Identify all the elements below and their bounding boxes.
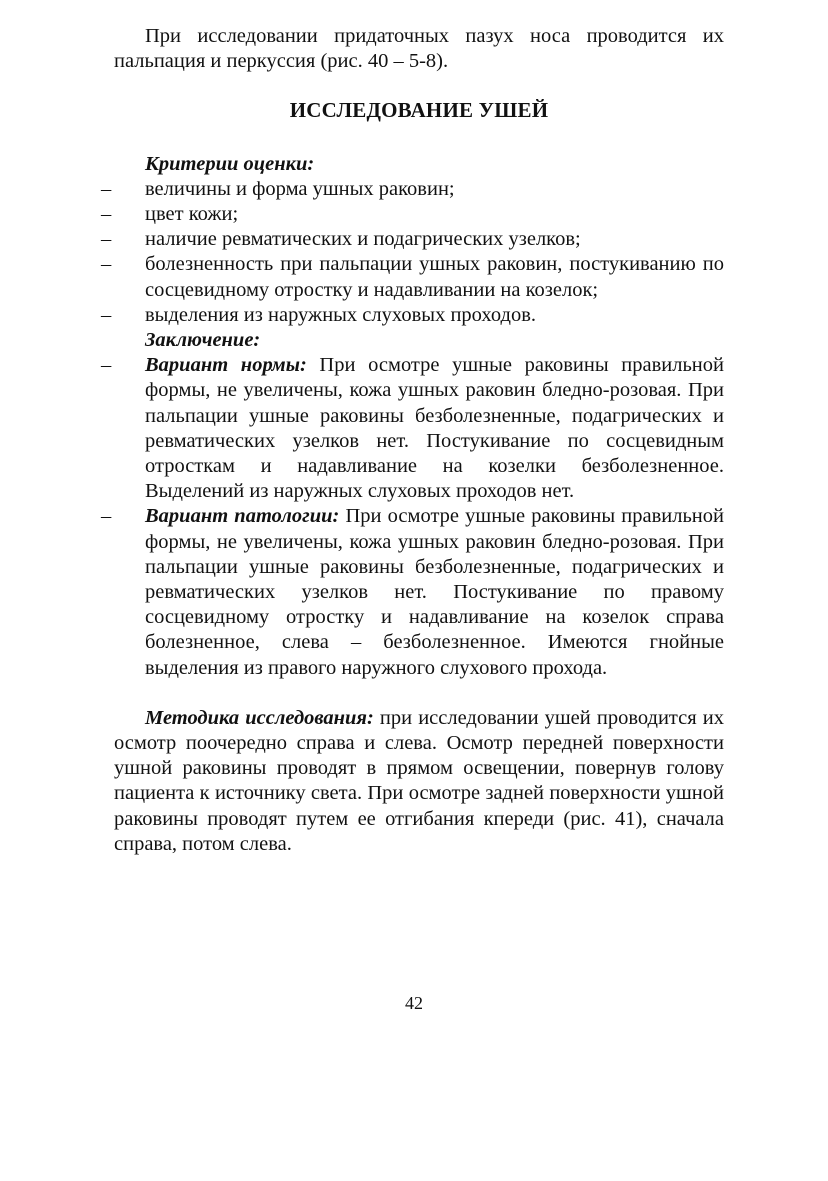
intro-paragraph: При исследовании придаточных пазух носа проводится их пальпация и перкуссия (рис. 40 – 5-8). [114, 25, 724, 73]
section-title: ИССЛЕДОВАНИЕ УШЕЙ [289, 98, 549, 123]
method-paragraph [114, 706, 724, 857]
page-body [114, 24, 724, 857]
criteria-item: – величины и форма ушных раковин; [114, 177, 724, 202]
method-text: при исследовании ушей проводится их осмотр поочередно справа и слева. Осмотр передней поверхности ушной раковины проводят в прямом освещении, повернув голову пациента к источнику света. При осмотре задней поверхности ушной раковины проводят путем ее отгибания кпереди (рис. 41), сначала справа, потом слева. [114, 706, 724, 855]
variant-normal [114, 353, 724, 504]
criteria-item: – наличие ревматических и подагрических узелков; [114, 227, 724, 252]
variant-normal-text: При осмотре ушные раковины правильной формы, не увеличены, кожа ушных раковин бледно-розовая. При пальпации ушные раковины безболезненные, подагрических и ревматических узелков нет. Постукивание по сосцевидным отросткам и надавливание на козелки безболезненное. Выделений из наружных слуховых проходов нет. [145, 354, 724, 503]
conclusion-label: Заключение: [145, 329, 261, 352]
criteria-label: Критерии оценки: [145, 152, 315, 175]
page-number: 42 [405, 993, 423, 1013]
variant-normal-label: Вариант нормы: [145, 354, 307, 377]
variant-pathology-text: При осмотре ушные раковины правильной формы, не увеличены, кожа ушных раковин бледно-розовая. При пальпации ушные раковины безболезненные, подагрических и ревматических узелков нет. Постукивание по правому сосцевидному отростку и надавливание на козелок справа болезненное, слева – безболезненное. Имеются гнойные выделения из правого наружного слухового прохода. [145, 505, 724, 679]
criteria-list [114, 177, 724, 328]
variant-pathology-label: Вариант патологии: [145, 505, 340, 528]
method-label: Методика исследования: [145, 706, 374, 729]
criteria-item: – цвет кожи; [114, 202, 724, 227]
criteria-item: – болезненность при пальпации ушных раковин, постукиванию по сосцевидному отростку и надавливании на козелок; [114, 252, 724, 302]
variant-pathology [114, 504, 724, 680]
criteria-item: – выделения из наружных слуховых проходов. [114, 303, 724, 328]
conclusion-list [114, 353, 724, 681]
